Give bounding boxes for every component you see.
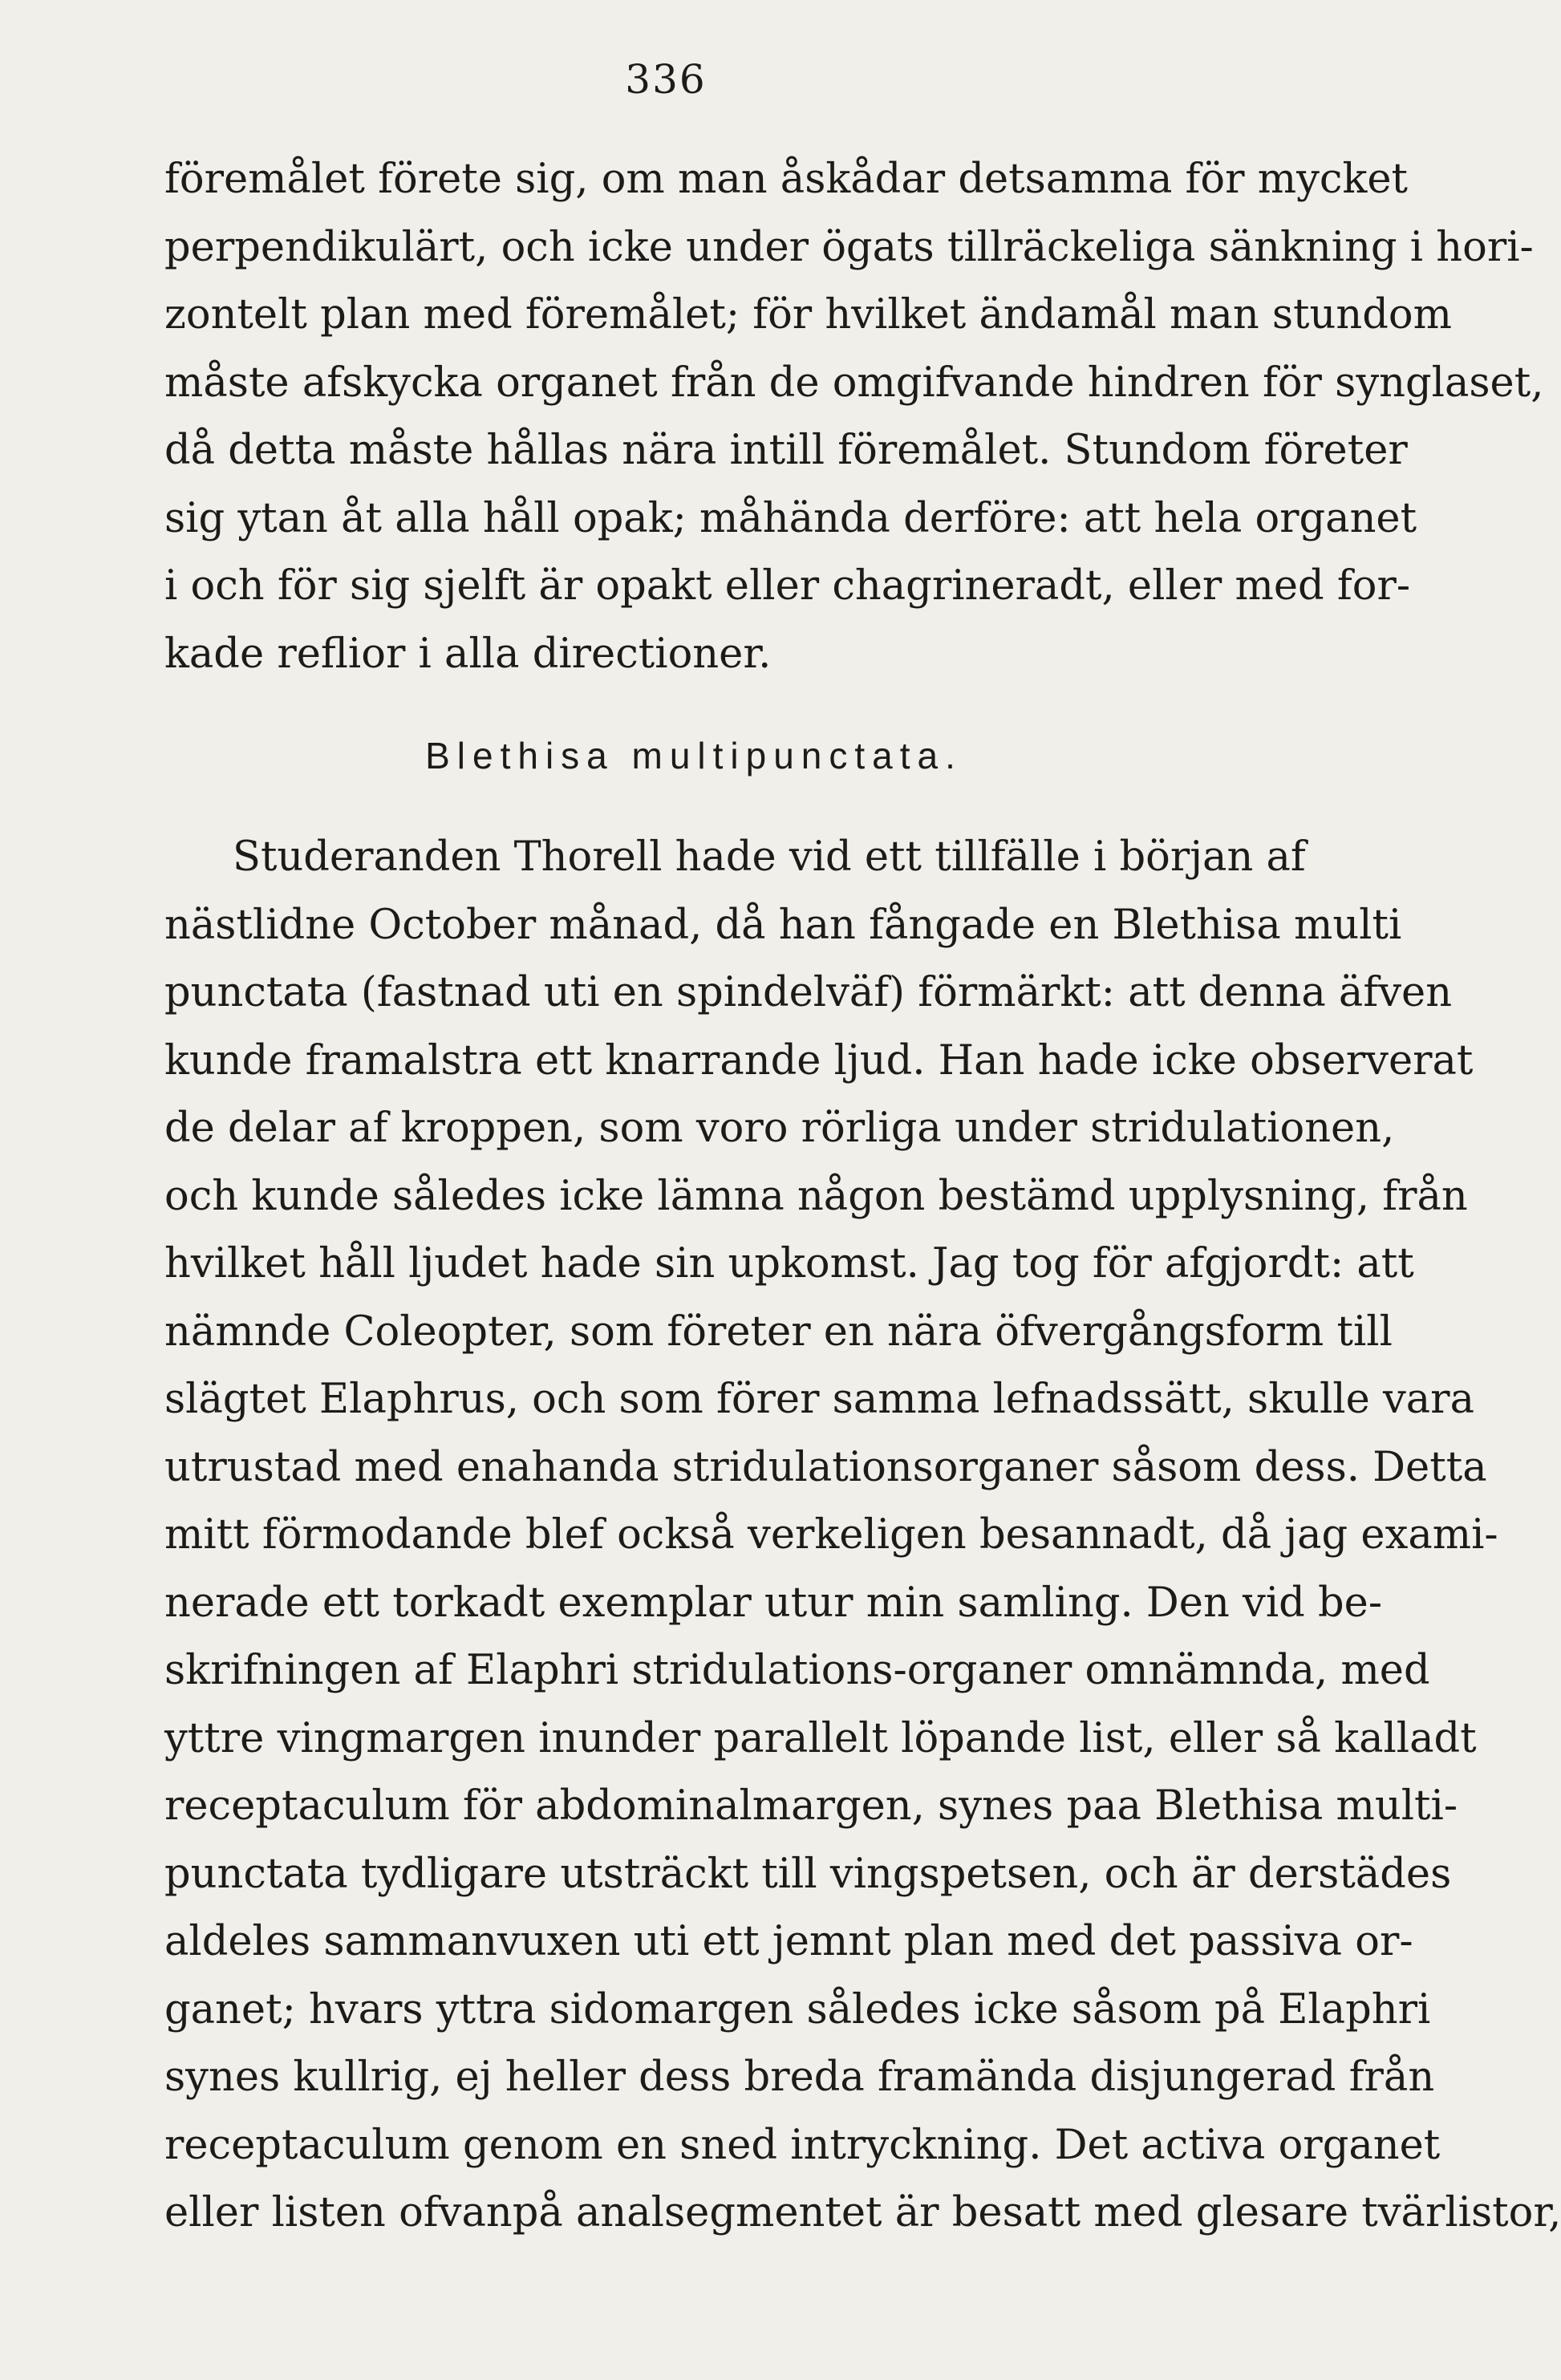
text-line: kunde framalstra ett knarrande ljud. Han hade icke observerat [164, 1036, 1474, 1085]
text-line: receptaculum genom en sned intryckning. Det activa organet [164, 2121, 1441, 2169]
body-text [164, 146, 1561, 2248]
paragraph-1 [164, 146, 1544, 688]
text-line: då detta måste hållas nära intill föremålet. Stundom företer [164, 427, 1408, 474]
text-line: hvilket håll ljudet hade sin upkomst. Jag tog för afgjordt: att [164, 1240, 1414, 1287]
text-line: punctata tydligare utsträckt till vingspetsen, och är derstädes [164, 1850, 1452, 1898]
text-line: eller listen ofvanpå analsegmentet är besatt med glesare tvärlistor, [164, 2189, 1561, 2236]
text-line: föremålet förete sig, om man åskådar detsamma för mycket [164, 156, 1409, 203]
section-heading: Blethisa multipunctata. [425, 735, 963, 776]
text-line: yttre vingmargen inunder parallelt löpande list, eller så kalladt [164, 1714, 1477, 1762]
text-line: synes kullrig, ej heller dess breda framända disjungerad från [164, 2054, 1435, 2101]
text-line: utrustad med enahanda stridulationsorganer såsom dess. Detta [164, 1443, 1487, 1491]
text-line: sig ytan åt alla håll opak; måhända derföre: att hela organet [164, 494, 1417, 542]
text-line: och kunde således icke lämna någon bestämd upplysning, från [164, 1172, 1468, 1220]
text-line: nästlidne October månad, då han fångade en Blethisa multi [164, 901, 1402, 949]
text-line: aldeles sammanvuxen uti ett jemnt plan med det passiva or- [164, 1918, 1413, 1965]
text-line: måste afskycka organet från de omgifvande hindren för synglaset, [164, 359, 1544, 407]
text-line: kade reflior i alla directioner. [164, 630, 772, 678]
text-line: mitt förmodande blef också verkeligen besannadt, då jag exami- [164, 1511, 1498, 1559]
text-line: receptaculum för abdominalmargen, synes paa Blethisa multi- [164, 1782, 1458, 1830]
text-line: zontelt plan med föremålet; för hvilket ändamål man stundom [164, 291, 1452, 339]
text-line: i och för sig sjelft är opakt eller chagrineradt, eller med for- [164, 562, 1411, 610]
text-line: skrifningen af Elaphri stridulations-organer omnämnda, med [164, 1647, 1430, 1694]
text-line: ganet; hvars yttra sidomargen således icke såsom på Elaphri [164, 1985, 1431, 2033]
text-line: perpendikulärt, och icke under ögats tillräckeliga sänkning i hori- [164, 223, 1534, 271]
page-number: 336 [625, 56, 707, 103]
text-line: nämnde Coleopter, som företer en nära öfvergångsform till [164, 1308, 1393, 1356]
text-line: punctata (fastnad uti en spindelväf) förmärkt: att denna äfven [164, 969, 1453, 1016]
text-line: nerade ett torkadt exemplar utur min samling. Den vid be- [164, 1579, 1383, 1627]
text-line: Studeranden Thorell hade vid ett tillfälle i början af [233, 833, 1306, 881]
paragraph-2 [164, 824, 1561, 2248]
text-line: de delar af kroppen, som voro rörliga under stridulationen, [164, 1105, 1395, 1152]
text-line: slägtet Elaphrus, och som förer samma lefnadssätt, skulle vara [164, 1376, 1474, 1423]
